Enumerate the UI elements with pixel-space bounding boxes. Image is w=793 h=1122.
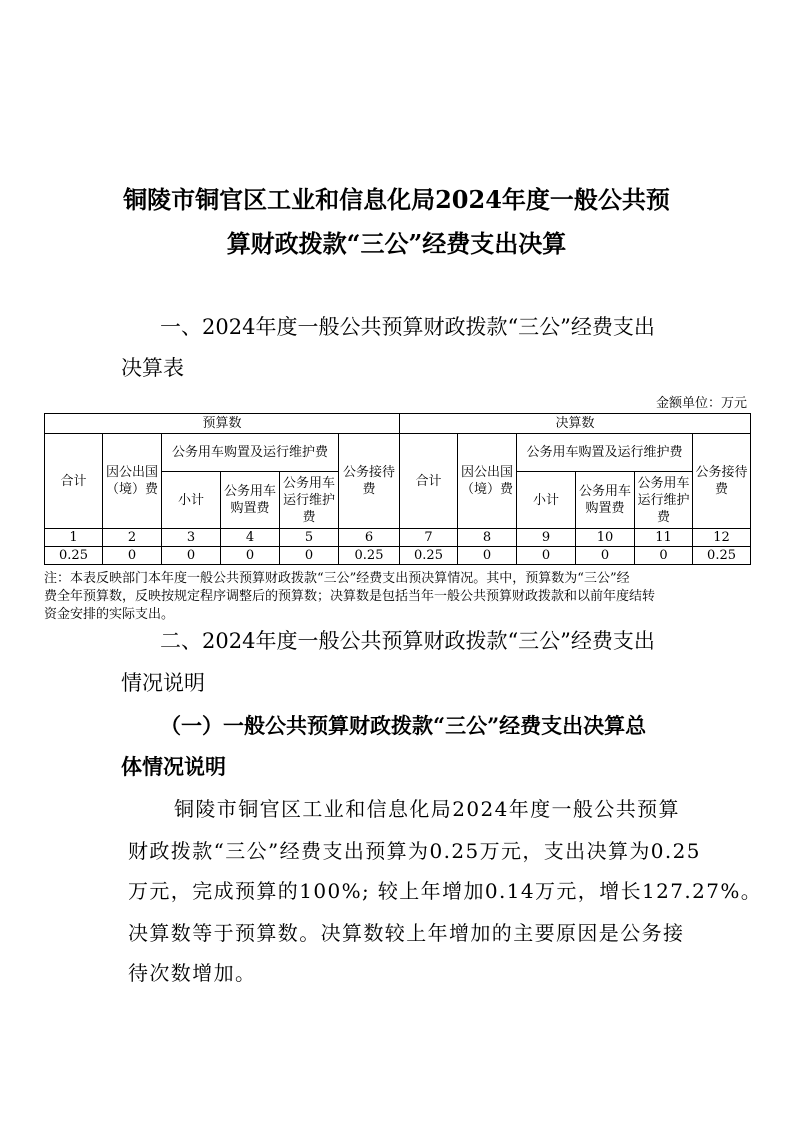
paragraph-line-1: 铜陵市铜官区工业和信息化局2024年度一般公共预算 xyxy=(174,797,680,821)
column-number: 2 xyxy=(103,529,162,547)
final-subtotal-header: 小计 xyxy=(517,472,576,529)
budget-vehicle-header: 公务用车购置及运行维护费 xyxy=(162,434,339,472)
section-2-heading-line-2: 情况说明 xyxy=(121,671,205,695)
document-title-line-1: 铜陵市铜官区工业和信息化局2024年度一般公共预 xyxy=(123,185,670,214)
table-cell: 0 xyxy=(162,547,221,565)
three-public-expenses-table xyxy=(44,413,751,565)
table-cell: 0 xyxy=(221,547,280,565)
table-cell: 0 xyxy=(458,547,517,565)
table-cell: 0 xyxy=(576,547,635,565)
final-total-header: 合计 xyxy=(400,434,458,529)
values-row xyxy=(45,547,751,565)
budget-purchase-header: 公务用车购置费 xyxy=(221,472,280,529)
table-header-row-2 xyxy=(45,434,751,472)
amount-unit-label: 金额单位：万元 xyxy=(655,396,747,411)
final-reception-header: 公务接待费 xyxy=(693,434,751,529)
table-note xyxy=(44,570,752,624)
budget-total-header: 合计 xyxy=(45,434,103,529)
final-header: 决算数 xyxy=(400,414,751,434)
column-number: 1 xyxy=(45,529,103,547)
column-number: 8 xyxy=(458,529,517,547)
subsection-1-heading-line-1: （一）一般公共预算财政拨款“三公”经费支出决算总 xyxy=(160,713,647,738)
section-1-heading-line-2: 决算表 xyxy=(121,356,184,380)
column-number: 10 xyxy=(576,529,635,547)
table-cell: 0 xyxy=(280,547,339,565)
table-cell: 0 xyxy=(103,547,162,565)
column-number: 5 xyxy=(280,529,339,547)
column-number: 12 xyxy=(693,529,751,547)
final-operation-header: 公务用车运行维护费 xyxy=(635,472,693,529)
table-header-row-1 xyxy=(45,414,751,434)
budget-header: 预算数 xyxy=(45,414,400,434)
column-number: 4 xyxy=(221,529,280,547)
section-1-heading-line-1: 一、2024年度一般公共预算财政拨款“三公”经费支出 xyxy=(160,315,655,339)
table-note-line: 费全年预算数，反映按规定程序调整后的预算数；决算数是包括当年一般公共预算财政拨款和以前年度结转 xyxy=(44,589,656,604)
paragraph-line-2: 财政拨款“三公”经费支出预算为0.25万元，支出决算为0.25 xyxy=(128,839,701,863)
table-cell: 0 xyxy=(517,547,576,565)
paragraph-line-3: 万元，完成预算的100%; 较上年增加0.14万元，增长127.27%。 xyxy=(128,879,763,903)
column-number-row xyxy=(45,529,751,547)
table-cell: 0.25 xyxy=(45,547,103,565)
final-vehicle-header: 公务用车购置及运行维护费 xyxy=(517,434,693,472)
document-title-line-2: 算财政拨款“三公”经费支出决算 xyxy=(226,229,567,258)
column-number: 7 xyxy=(400,529,458,547)
budget-subtotal-header: 小计 xyxy=(162,472,221,529)
table-cell: 0 xyxy=(635,547,693,565)
table-note-line: 注：本表反映部门本年度一般公共预算财政拨款“三公”经费支出预决算情况。其中，预算数为“三公”经 xyxy=(44,571,630,586)
budget-operation-header: 公务用车运行维护费 xyxy=(280,472,339,529)
table-cell: 0.25 xyxy=(400,547,458,565)
table-cell: 0.25 xyxy=(693,547,751,565)
column-number: 11 xyxy=(635,529,693,547)
table-cell: 0.25 xyxy=(339,547,400,565)
paragraph-line-5: 待次数增加。 xyxy=(128,961,257,985)
subsection-1-heading-line-2: 体情况说明 xyxy=(121,754,226,779)
section-2-heading-line-1: 二、2024年度一般公共预算财政拨款“三公”经费支出 xyxy=(160,629,655,653)
column-number: 3 xyxy=(162,529,221,547)
paragraph-line-4: 决算数等于预算数。决算数较上年增加的主要原因是公务接 xyxy=(128,921,685,945)
column-number: 9 xyxy=(517,529,576,547)
budget-abroad-header: 因公出国（境）费 xyxy=(103,434,162,529)
final-purchase-header: 公务用车购置费 xyxy=(576,472,635,529)
final-abroad-header: 因公出国（境）费 xyxy=(458,434,517,529)
column-number: 6 xyxy=(339,529,400,547)
budget-reception-header: 公务接待费 xyxy=(339,434,400,529)
table-note-line: 资金安排的实际支出。 xyxy=(44,607,175,622)
